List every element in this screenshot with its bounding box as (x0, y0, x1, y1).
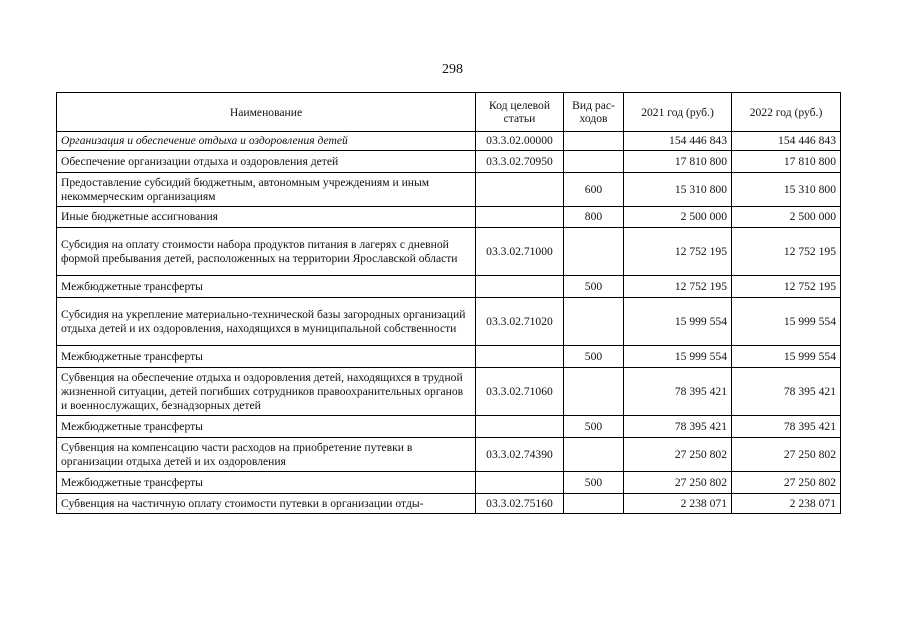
row-type-cell: 600 (564, 173, 624, 207)
row-2022-cell: 2 238 071 (732, 494, 841, 514)
row-code-cell: 03.3.02.74390 (476, 438, 564, 472)
row-2022-cell: 78 395 421 (732, 368, 841, 416)
row-2022-cell: 17 810 800 (732, 151, 841, 173)
header-code: Код целевой статьи (476, 93, 564, 132)
row-2022-cell: 12 752 195 (732, 228, 841, 276)
row-2021-cell: 27 250 802 (624, 472, 732, 494)
row-2021-cell: 2 238 071 (624, 494, 732, 514)
row-name-cell: Обеспечение организации отдыха и оздоровления детей (57, 151, 476, 173)
row-2022-cell: 78 395 421 (732, 416, 841, 438)
row-name-cell: Межбюджетные трансферты (57, 416, 476, 438)
row-2022-cell: 27 250 802 (732, 438, 841, 472)
row-type-cell (564, 368, 624, 416)
header-type: Вид рас-ходов (564, 93, 624, 132)
row-2021-cell: 17 810 800 (624, 151, 732, 173)
row-type-cell: 500 (564, 416, 624, 438)
row-type-cell (564, 228, 624, 276)
table-row (57, 346, 841, 368)
row-2021-cell: 154 446 843 (624, 132, 732, 151)
row-code-cell: 03.3.02.71000 (476, 228, 564, 276)
row-2021-cell: 78 395 421 (624, 368, 732, 416)
row-2021-cell: 12 752 195 (624, 228, 732, 276)
table-row (57, 298, 841, 346)
table-row (57, 416, 841, 438)
row-code-cell (476, 416, 564, 438)
row-type-cell: 500 (564, 276, 624, 298)
table-row (57, 228, 841, 276)
row-code-cell (476, 346, 564, 368)
row-name-cell: Межбюджетные трансферты (57, 276, 476, 298)
row-name-cell: Межбюджетные трансферты (57, 346, 476, 368)
header-name: Наименование (57, 93, 476, 132)
row-2022-cell: 15 999 554 (732, 298, 841, 346)
row-code-cell (476, 207, 564, 228)
row-code-cell: 03.3.02.71060 (476, 368, 564, 416)
row-code-cell (476, 173, 564, 207)
row-2021-cell: 2 500 000 (624, 207, 732, 228)
row-code-cell: 03.3.02.71020 (476, 298, 564, 346)
row-type-cell: 500 (564, 346, 624, 368)
row-name-cell: Межбюджетные трансферты (57, 472, 476, 494)
row-type-cell (564, 494, 624, 514)
row-name-cell: Субвенция на частичную оплату стоимости путевки в организации отды- (57, 494, 476, 514)
row-type-cell: 500 (564, 472, 624, 494)
row-code-cell (476, 276, 564, 298)
header-2021: 2021 год (руб.) (624, 93, 732, 132)
row-2022-cell: 154 446 843 (732, 132, 841, 151)
row-type-cell (564, 151, 624, 173)
row-2021-cell: 78 395 421 (624, 416, 732, 438)
row-name-cell: Организация и обеспечение отдыха и оздоровления детей (57, 132, 476, 151)
row-type-cell (564, 132, 624, 151)
table-row (57, 368, 841, 416)
row-2021-cell: 15 999 554 (624, 346, 732, 368)
row-code-cell: 03.3.02.70950 (476, 151, 564, 173)
row-2022-cell: 27 250 802 (732, 472, 841, 494)
page-number: 298 (442, 62, 463, 77)
row-name-cell: Субсидия на оплату стоимости набора продуктов питания в лагерях с дневной формой пребывания детей, расположенных на территории Ярославской области (57, 228, 476, 276)
row-2021-cell: 15 999 554 (624, 298, 732, 346)
table-row (57, 151, 841, 173)
row-type-cell (564, 298, 624, 346)
row-2021-cell: 12 752 195 (624, 276, 732, 298)
header-2022: 2022 год (руб.) (732, 93, 841, 132)
row-2021-cell: 27 250 802 (624, 438, 732, 472)
table-row (57, 173, 841, 207)
row-code-cell: 03.3.02.75160 (476, 494, 564, 514)
table-row (57, 438, 841, 472)
row-type-cell: 800 (564, 207, 624, 228)
table-row (57, 207, 841, 228)
row-2022-cell: 15 999 554 (732, 346, 841, 368)
row-name-cell: Предоставление субсидий бюджетным, автономным учреждениям и иным некоммерческим организациям (57, 173, 476, 207)
budget-table (56, 92, 841, 514)
row-name-cell: Субвенция на компенсацию части расходов на приобретение путевки в организации отдыха детей и их оздоровления (57, 438, 476, 472)
row-2022-cell: 2 500 000 (732, 207, 841, 228)
row-name-cell: Субсидия на укрепление материально-технической базы загородных организаций отдыха детей и их оздоровления, находящихся в муниципальной собственности (57, 298, 476, 346)
table-row (57, 494, 841, 514)
table-row (57, 276, 841, 298)
row-2022-cell: 15 310 800 (732, 173, 841, 207)
row-2022-cell: 12 752 195 (732, 276, 841, 298)
row-2021-cell: 15 310 800 (624, 173, 732, 207)
row-name-cell: Иные бюджетные ассигнования (57, 207, 476, 228)
table-header-row (57, 93, 841, 132)
row-code-cell (476, 472, 564, 494)
table-row (57, 472, 841, 494)
table-body (57, 132, 841, 514)
row-code-cell: 03.3.02.00000 (476, 132, 564, 151)
table-row (57, 132, 841, 151)
row-name-cell: Субвенция на обеспечение отдыха и оздоровления детей, находящихся в трудной жизненной ситуации, детей погибших сотрудников правоохранительных органов и военнослужащих, безнадзорных детей (57, 368, 476, 416)
row-type-cell (564, 438, 624, 472)
